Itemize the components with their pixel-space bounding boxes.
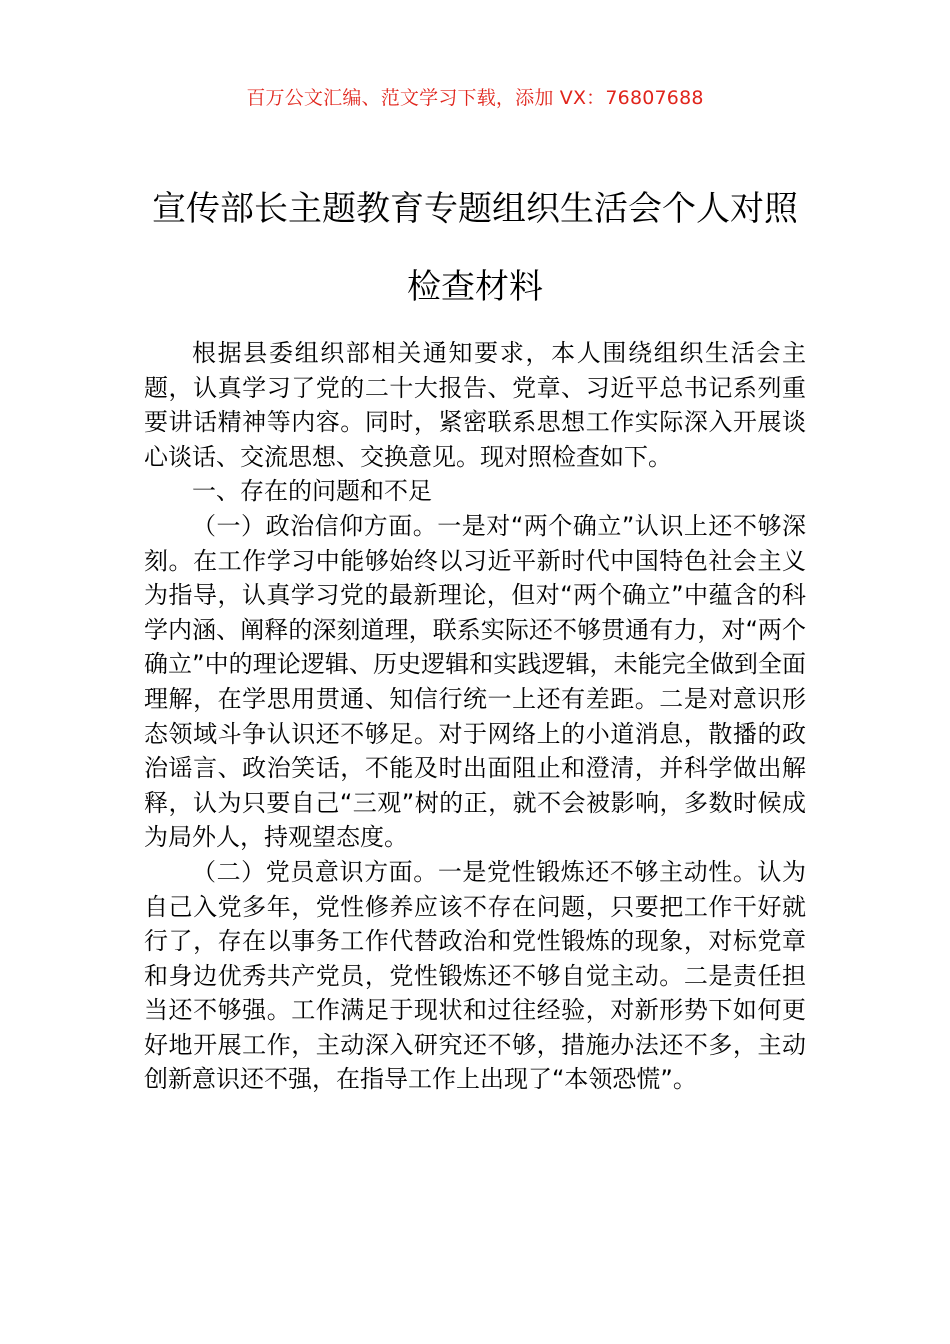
intro-paragraph: 根据县委组织部相关通知要求，本人围绕组织生活会主题，认真学习了党的二十大报告、党章、习近平总书记系列重要讲话精神等内容。同时，紧密联系思想工作实际深入开展谈心谈话、交流思想、交换意见。现对照检查如下。 <box>144 339 806 471</box>
document-body <box>144 336 806 1097</box>
header-note: 百万公文汇编、范文学习下载，添加 VX：76807688 <box>246 87 704 109</box>
paragraph-party-awareness: （二）党员意识方面。一是党性锻炼还不够主动性。认为自己入党多年，党性修养应该不存在问题，只要把工作干好就行了，存在以事务工作代替政治和党性锻炼的现象，对标党章和身边优秀共产党员，党性锻炼还不够自觉主动。二是责任担当还不够强。工作满足于现状和过往经验，对新形势下如何更好地开展工作，主动深入研究还不够，措施办法还不多，主动创新意识还不强，在指导工作上出现了“本领恐慌”。 <box>144 857 806 1094</box>
paragraph-political-belief: （一）政治信仰方面。一是对“两个确立”认识上还不够深刻。在工作学习中能够始终以习近平新时代中国特色社会主义为指导，认真学习党的最新理论，但对“两个确立”中蕴含的科学内涵、阐释的深刻道理，联系实际还不够贯通有力，对“两个确立”中的理论逻辑、历史逻辑和实践逻辑，未能完全做到全面理解，在学思用贯通、知信行统一上还有差距。二是对意识形态领域斗争认识还不够足。对于网络上的小道消息，散播的政治谣言、政治笑话，不能及时出面阻止和澄清，并科学做出解释，认为只要自己“三观”树的正，就不会被影响，多数时候成为局外人，持观望态度。 <box>144 511 806 852</box>
document-title: 宣传部长主题教育专题组织生活会个人对照检查材料 <box>152 189 798 307</box>
section-heading: 一、存在的问题和不足 <box>192 477 432 506</box>
